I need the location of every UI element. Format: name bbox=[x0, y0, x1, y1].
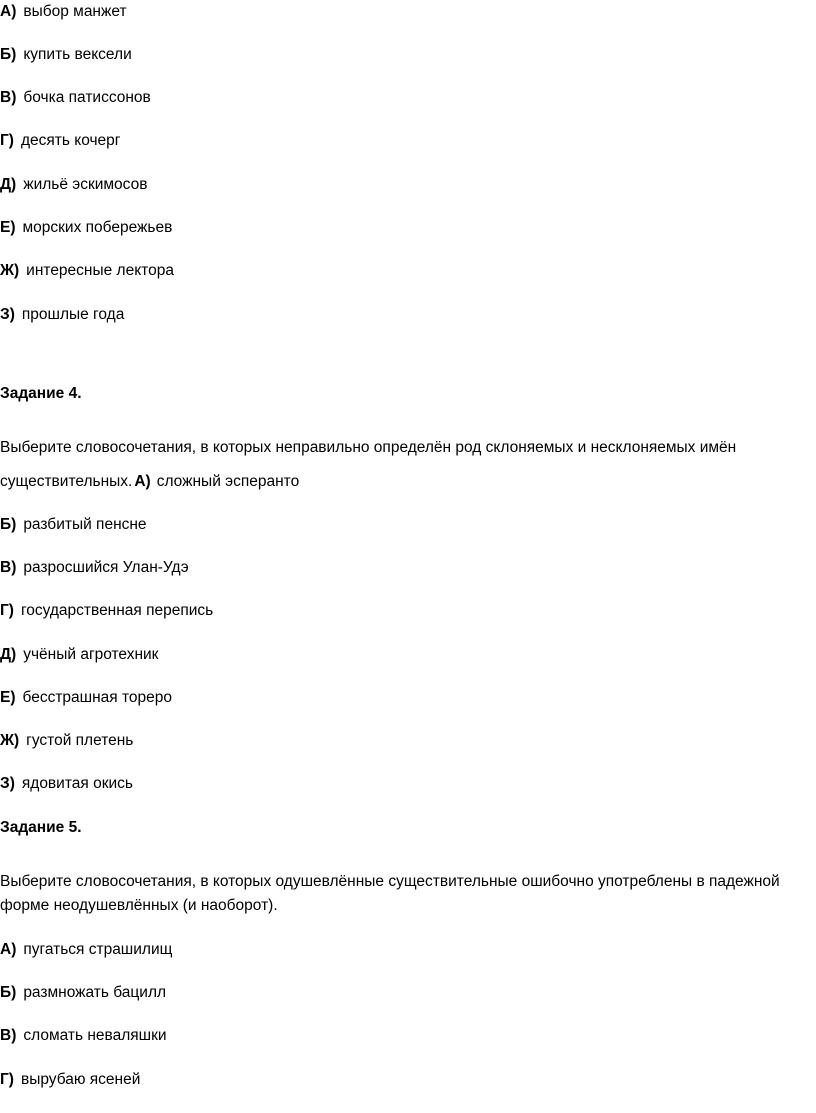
option-text: десять кочерг bbox=[20, 132, 121, 149]
task-5-instruction bbox=[0, 872, 780, 892]
list-item bbox=[0, 515, 147, 535]
list-item bbox=[0, 645, 158, 665]
option-text: разбитый пенсне bbox=[23, 516, 147, 533]
list-item bbox=[0, 261, 174, 281]
list-item bbox=[0, 983, 166, 1003]
instruction-line-2: форме неодушевлённых (и наоборот). bbox=[0, 897, 278, 914]
option-text: густой плетень bbox=[26, 732, 134, 749]
option-letter: Д) bbox=[0, 176, 17, 193]
task-4-heading: Задание 4. bbox=[0, 385, 82, 402]
list-item bbox=[0, 131, 120, 151]
task-5-instruction-continued bbox=[0, 896, 278, 916]
option-text: учёный агротехник bbox=[23, 646, 159, 663]
option-text: размножать бацилл bbox=[23, 984, 167, 1001]
option-text: бесстрашная тореро bbox=[22, 689, 173, 706]
list-item bbox=[0, 305, 124, 325]
option-text: вырубаю ясеней bbox=[20, 1071, 141, 1088]
instruction-line-1: Выберите словосочетания, в которых неправильно определён род склоняемых и несклоняемых имён bbox=[0, 439, 737, 456]
option-letter: З) bbox=[0, 775, 15, 792]
option-letter: Б) bbox=[0, 984, 17, 1001]
list-item bbox=[0, 558, 189, 578]
list-item bbox=[0, 1070, 140, 1090]
list-item bbox=[0, 1026, 167, 1046]
list-item bbox=[0, 175, 147, 195]
option-letter: Д) bbox=[0, 646, 17, 663]
option-text: пугаться страшилищ bbox=[23, 941, 173, 958]
list-item bbox=[0, 688, 172, 708]
option-text: государственная перепись bbox=[20, 602, 214, 619]
option-text: выбор манжет bbox=[23, 3, 127, 20]
option-letter: А) bbox=[134, 473, 151, 490]
option-letter: В) bbox=[0, 89, 17, 106]
list-item bbox=[0, 88, 151, 108]
option-text: прошлые года bbox=[21, 306, 125, 323]
option-letter: Г) bbox=[0, 1071, 14, 1088]
option-letter: Ж) bbox=[0, 732, 20, 749]
option-letter: Г) bbox=[0, 132, 14, 149]
option-letter: З) bbox=[0, 306, 15, 323]
option-letter: А) bbox=[0, 3, 17, 20]
option-text: разросшийся Улан-Удэ bbox=[23, 559, 189, 576]
option-text: жильё эскимосов bbox=[23, 176, 148, 193]
list-item bbox=[0, 2, 127, 22]
instruction-line-2: существительных. bbox=[0, 473, 133, 490]
list-item bbox=[0, 45, 132, 65]
list-item bbox=[0, 601, 213, 621]
option-text: интересные лектора bbox=[26, 262, 174, 279]
option-text: морских побережьев bbox=[22, 219, 173, 236]
option-letter: Б) bbox=[0, 516, 17, 533]
option-text: ядовитая окись bbox=[21, 775, 133, 792]
option-letter: Е) bbox=[0, 219, 16, 236]
option-text: сложный эсперанто bbox=[156, 473, 300, 490]
option-text: бочка патиссонов bbox=[23, 89, 151, 106]
task-5-heading: Задание 5. bbox=[0, 819, 82, 836]
list-item bbox=[0, 940, 172, 960]
option-letter: Е) bbox=[0, 689, 16, 706]
option-letter: Б) bbox=[0, 46, 17, 63]
instruction-line-1: Выберите словосочетания, в которых одушевлённые существительные ошибочно употреблены в падежной bbox=[0, 873, 780, 890]
list-item bbox=[0, 731, 133, 751]
option-letter: А) bbox=[0, 941, 17, 958]
option-letter: Г) bbox=[0, 602, 14, 619]
option-letter: В) bbox=[0, 1027, 17, 1044]
option-text: сломать неваляшки bbox=[23, 1027, 167, 1044]
option-letter: Ж) bbox=[0, 262, 20, 279]
option-text: купить вексели bbox=[23, 46, 132, 63]
option-letter: В) bbox=[0, 559, 17, 576]
list-item bbox=[0, 774, 133, 794]
task-4-instruction bbox=[0, 438, 812, 458]
task-4-instruction-continued bbox=[0, 472, 299, 492]
list-item bbox=[0, 218, 172, 238]
